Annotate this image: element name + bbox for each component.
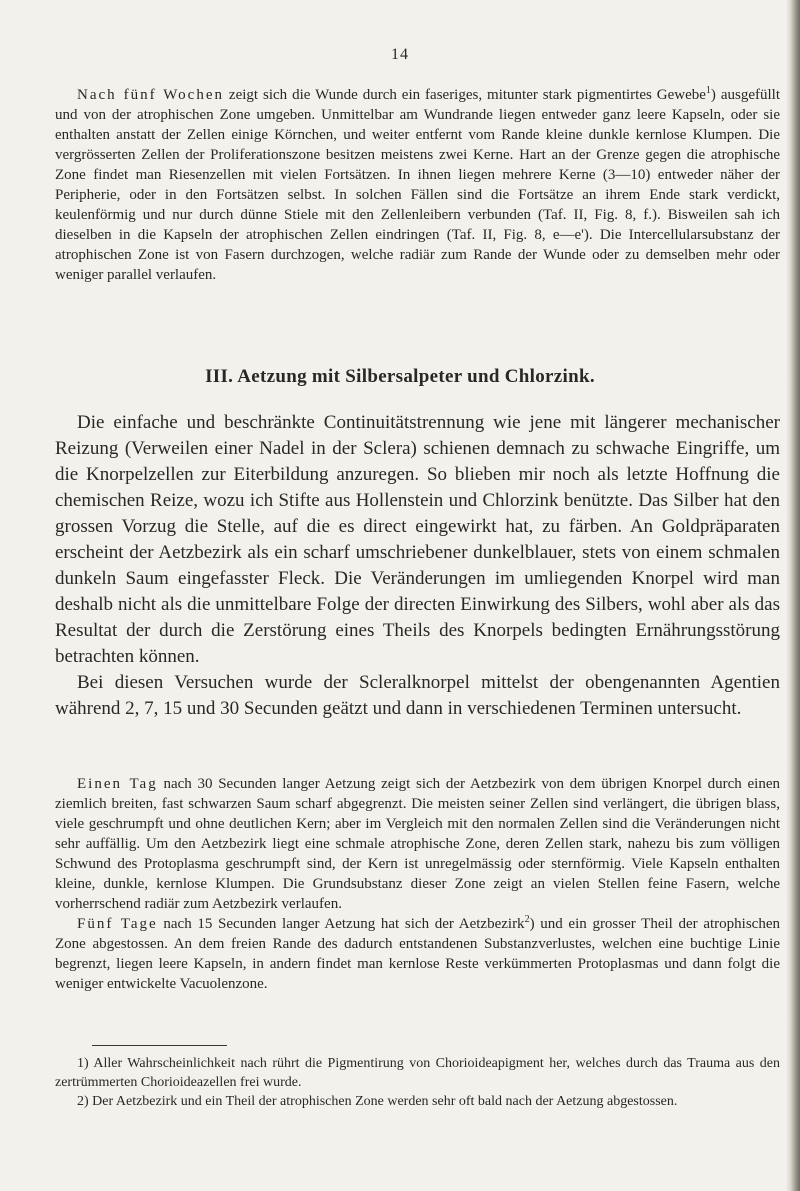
- page-edge-shadow: [786, 0, 800, 1191]
- footnote-ref-2: 2: [524, 914, 530, 925]
- footnote-ref-1: 1: [705, 85, 711, 96]
- footnote-divider: [92, 1045, 227, 1046]
- paragraph-experiments: Bei diesen Versuchen wurde der Scleralknorpel mittelst der obengenannten Agentien während 2, 7, 15 und 30 Secunden geätzt und dann in verschiedenen Terminen untersucht.: [55, 672, 780, 719]
- lead-phrase: Einen Tag: [77, 776, 158, 792]
- footnote-2: 2) Der Aetzbezirk und ein Theil der atrophischen Zone werden sehr oft bald nach der Aetzung abgestossen.: [77, 1094, 678, 1109]
- footnotes: [55, 1054, 780, 1111]
- paragraph-one-day: Einen Tag nach 30 Secunden langer Aetzung zeigt sich der Aetzbezirk von dem übrigen Knorpel durch einen ziemlich breiten, fast schwarzen Saum scharf abgegrenzt. Die meisten seiner Zellen sind verlängert, die übrigen blass, viele geschrumpft und ohne deutlichen Kern; aber im Vergleich mit den normalen Zellen sind die Veränderungen nicht sehr auffällig. Um den Aetzbezirk liegt eine schmale atrophische Zone, deren Zellen stark, nahezu bis zum völligen Schwund des Protoplasma geschrumpft sind, der Kern ist unregelmässig oder sternförmig. Viele Kapseln enthalten kleine, dunkle, kernlose Klumpen. Die Grundsubstanz dieser Zone zeigt an vielen Stellen feine Fasern, welche vorherrschend radiär zum Aetzbezirk verlaufen. Fünf Tage nach 15 Secunden langer Aetzung hat sich der Aetzbezirk$^2$) und ein grosser Theil der atrophischen Zone abgestossen. An dem freien Rande des dadurch entstandenen Substanzverlustes, welchen eine buchtige Linie begrenzt, liegen leere Kapseln, in andern findet man kernlose Reste verkümmerten Protoplasmas und dann folgt die weniger entwickelte Vacuolenzone.: [55, 776, 780, 992]
- paragraph-five-days: Fünf Tage nach 15 Secunden langer Aetzung hat sich der Aetzbezirk$^2$) und ein grosser Theil der atrophischen Zone abgestossen. An dem freien Rande des dadurch entstandenen Substanzverlustes, welchen eine buchtige Linie begrenzt, liegen leere Kapseln, in andern findet man kernlose Reste verkümmerten Protoplasmas und dann folgt die weniger entwickelte Vacuolenzone.: [55, 914, 780, 992]
- page-number: 14: [391, 46, 409, 63]
- footnote-1: 1) Aller Wahrscheinlichkeit nach rührt die Pigmentirung von Chorioideapigment her, welches durch das Trauma aus den zertrümmerten Chorioideazellen frei wurde.: [55, 1056, 780, 1090]
- paragraph-intro: Die einfache und beschränkte Continuitätstrennung wie jene mit längerer mechanischer Reizung (Verweilen einer Nadel in der Sclera) schienen demnach zu schwache Eingriffe, um die Knorpelzellen zur Eiterbildung anzuregen. So blieben mir noch als letzte Hoffnung die chemischen Reize, wozu ich Stifte aus Hollenstein und Chlorzink benützte. Das Silber hat den grossen Vorzug die Stelle, auf die es direct eingewirkt hat, zu färben. An Goldpräparaten erscheint der Aetzbezirk als ein scharf umschriebener dunkelblauer, stets von einem schmalen dunkeln Saum eingefasster Fleck. Die Veränderungen im umliegenden Knorpel wird man deshalb nicht als die unmittelbare Folge der directen Einwirkung des Silbers, wohl aber als das Resultat der durch die Zerstörung eines Theils des Knorpels bedingten Ernährungsstörung betrachten können. Bei diesen Versuchen wurde der Scleralknorpel mittelst der obengenannten Agentien während 2, 7, 15 und 30 Secunden geätzt und dann in verschiedenen Terminen untersucht.: [55, 410, 780, 722]
- paragraph-five-weeks: Nach fünf Wochen zeigt sich die Wunde durch ein faseriges, mitunter stark pigmentirtes Gewebe$^1$) ausgefüllt und von der atrophischen Zone umgeben. Unmittelbar am Wundrande liegen entweder ganz leere Kapseln, oder sie enthalten anstatt der Zellen einige Körnchen, und weiter entfernt vom Rande kleine dunkle kernlose Klumpen. Die vergrösserten Zellen der Proliferationszone besitzen meistens zwei Kerne. Hart an der Grenze gegen die atrophische Zone findet man Riesenzellen mit vielen Fortsätzen. In ihnen liegen mehrere Kerne (3—10) entweder näher der Peripherie, oder in den Fortsätzen selbst. In solchen Fällen sind die Fortsätze an ihrem Ende stark verdickt, keulenförmig und nur durch dünne Stiele mit den Zellenleibern verbunden (Taf. II, Fig. 8, f.). Bisweilen sah ich dieselben in die Kapseln der atrophischen Zellen eindringen (Taf. II, Fig. 8, e—e'). Die Intercellularsubstanz der atrophischen Zone ist von Fasern durchzogen, welche radiär zum Rande der Wunde oder zu demselben mehr oder weniger parallel verlaufen.: [55, 85, 780, 283]
- section-heading: III. Aetzung mit Silbersalpeter und Chlorzink.: [205, 366, 595, 387]
- lead-phrase: Fünf Tage: [77, 916, 158, 932]
- lead-phrase: Nach fünf Wochen: [77, 87, 224, 103]
